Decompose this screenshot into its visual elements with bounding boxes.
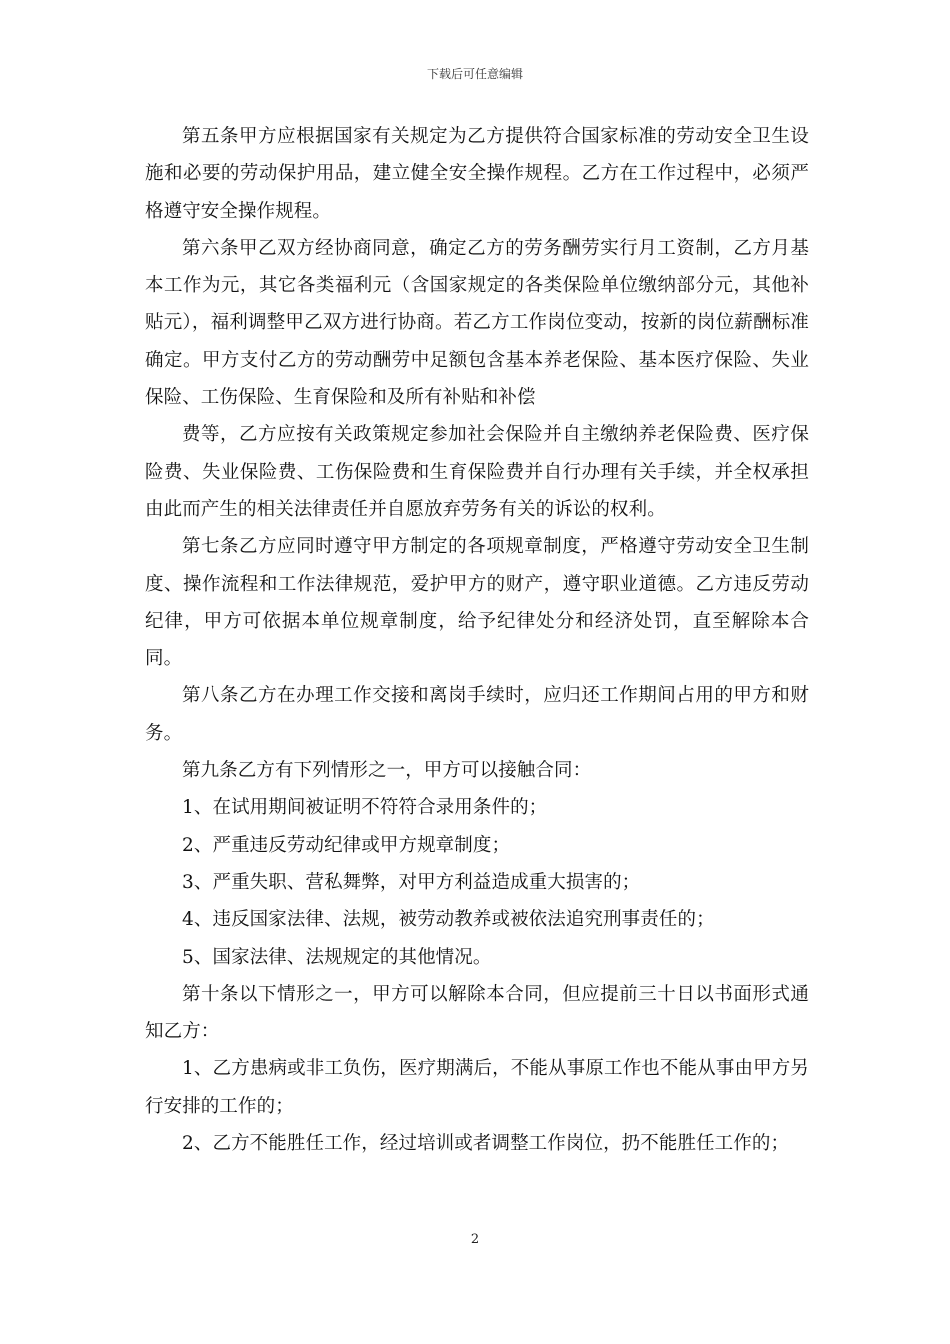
page-number: 2 [470,1232,480,1247]
article-10-item-1: 1、乙方患病或非工负伤，医疗期满后，不能从事原工作也不能从事由甲方另行安排的工作的； [145,1058,809,1117]
article-7-paragraph: 第七条乙方应同时遵守甲方制定的各项规章制度，严格遵守劳动安全卫生制度、操作流程和工作法律规范，爱护甲方的财产，遵守职业道德。乙方违反劳动纪律，甲方可依据本单位规章制度，给予纪律处分和经济处罚，直至解除本合同。 [145,536,809,670]
article-9-item-3: 3、严重失职、营私舞弊，对甲方利益造成重大损害的； [182,871,641,893]
article-6-paragraph: 第六条甲乙双方经协商同意，确定乙方的劳务酬劳实行月工资制，乙方月基本工作为元，其它各类福利元（含国家规定的各类保险单位缴纳部分元，其他补贴元），福利调整甲乙双方进行协商。若乙方工作岗位变动，按新的岗位薪酬标准确定。甲方支付乙方的劳动酬劳中足额包含基本养老保险、基本医疗保险、失业保险、工伤保险、生育保险和及所有补贴和补偿 [145,237,809,409]
article-9-item-4: 4、违反国家法律、法规，被劳动教养或被依法追究刑事责任的； [182,909,715,931]
page-header-note: 下载后可任意编辑 [426,67,523,81]
article-9-item-1: 1、在试用期间被证明不符符合录用条件的； [182,797,548,819]
article-9-paragraph: 第九条乙方有下列情形之一，甲方可以接触合同： [182,760,592,782]
article-9-item-2: 2、严重违反劳动纪律或甲方规章制度； [182,834,511,856]
article-10-item-2: 2、乙方不能胜任工作，经过培训或者调整工作岗位，扔不能胜任工作的； [182,1133,790,1155]
article-6-continuation-paragraph: 费等，乙方应按有关政策规定参加社会保险并自主缴纳养老保险费、医疗保险费、失业保险费、工伤保险费和生育保险费并自行办理有关手续，并全权承担由此而产生的相关法律责任并自愿放弃劳务有关的诉讼的权利。 [145,424,809,520]
article-8-paragraph: 第八条乙方在办理工作交接和离岗手续时，应归还工作期间占用的甲方和财务。 [145,685,809,744]
article-5-paragraph: 第五条甲方应根据国家有关规定为乙方提供符合国家标准的劳动安全卫生设施和必要的劳动保护用品，建立健全安全操作规程。乙方在工作过程中，必须严格遵守安全操作规程。 [145,126,809,222]
article-9-item-5: 5、国家法律、法规规定的其他情况。 [182,946,492,968]
document-body [145,118,809,1162]
article-10-paragraph: 第十条以下情形之一，甲方可以解除本合同，但应提前三十日以书面形式通知乙方： [145,983,809,1043]
